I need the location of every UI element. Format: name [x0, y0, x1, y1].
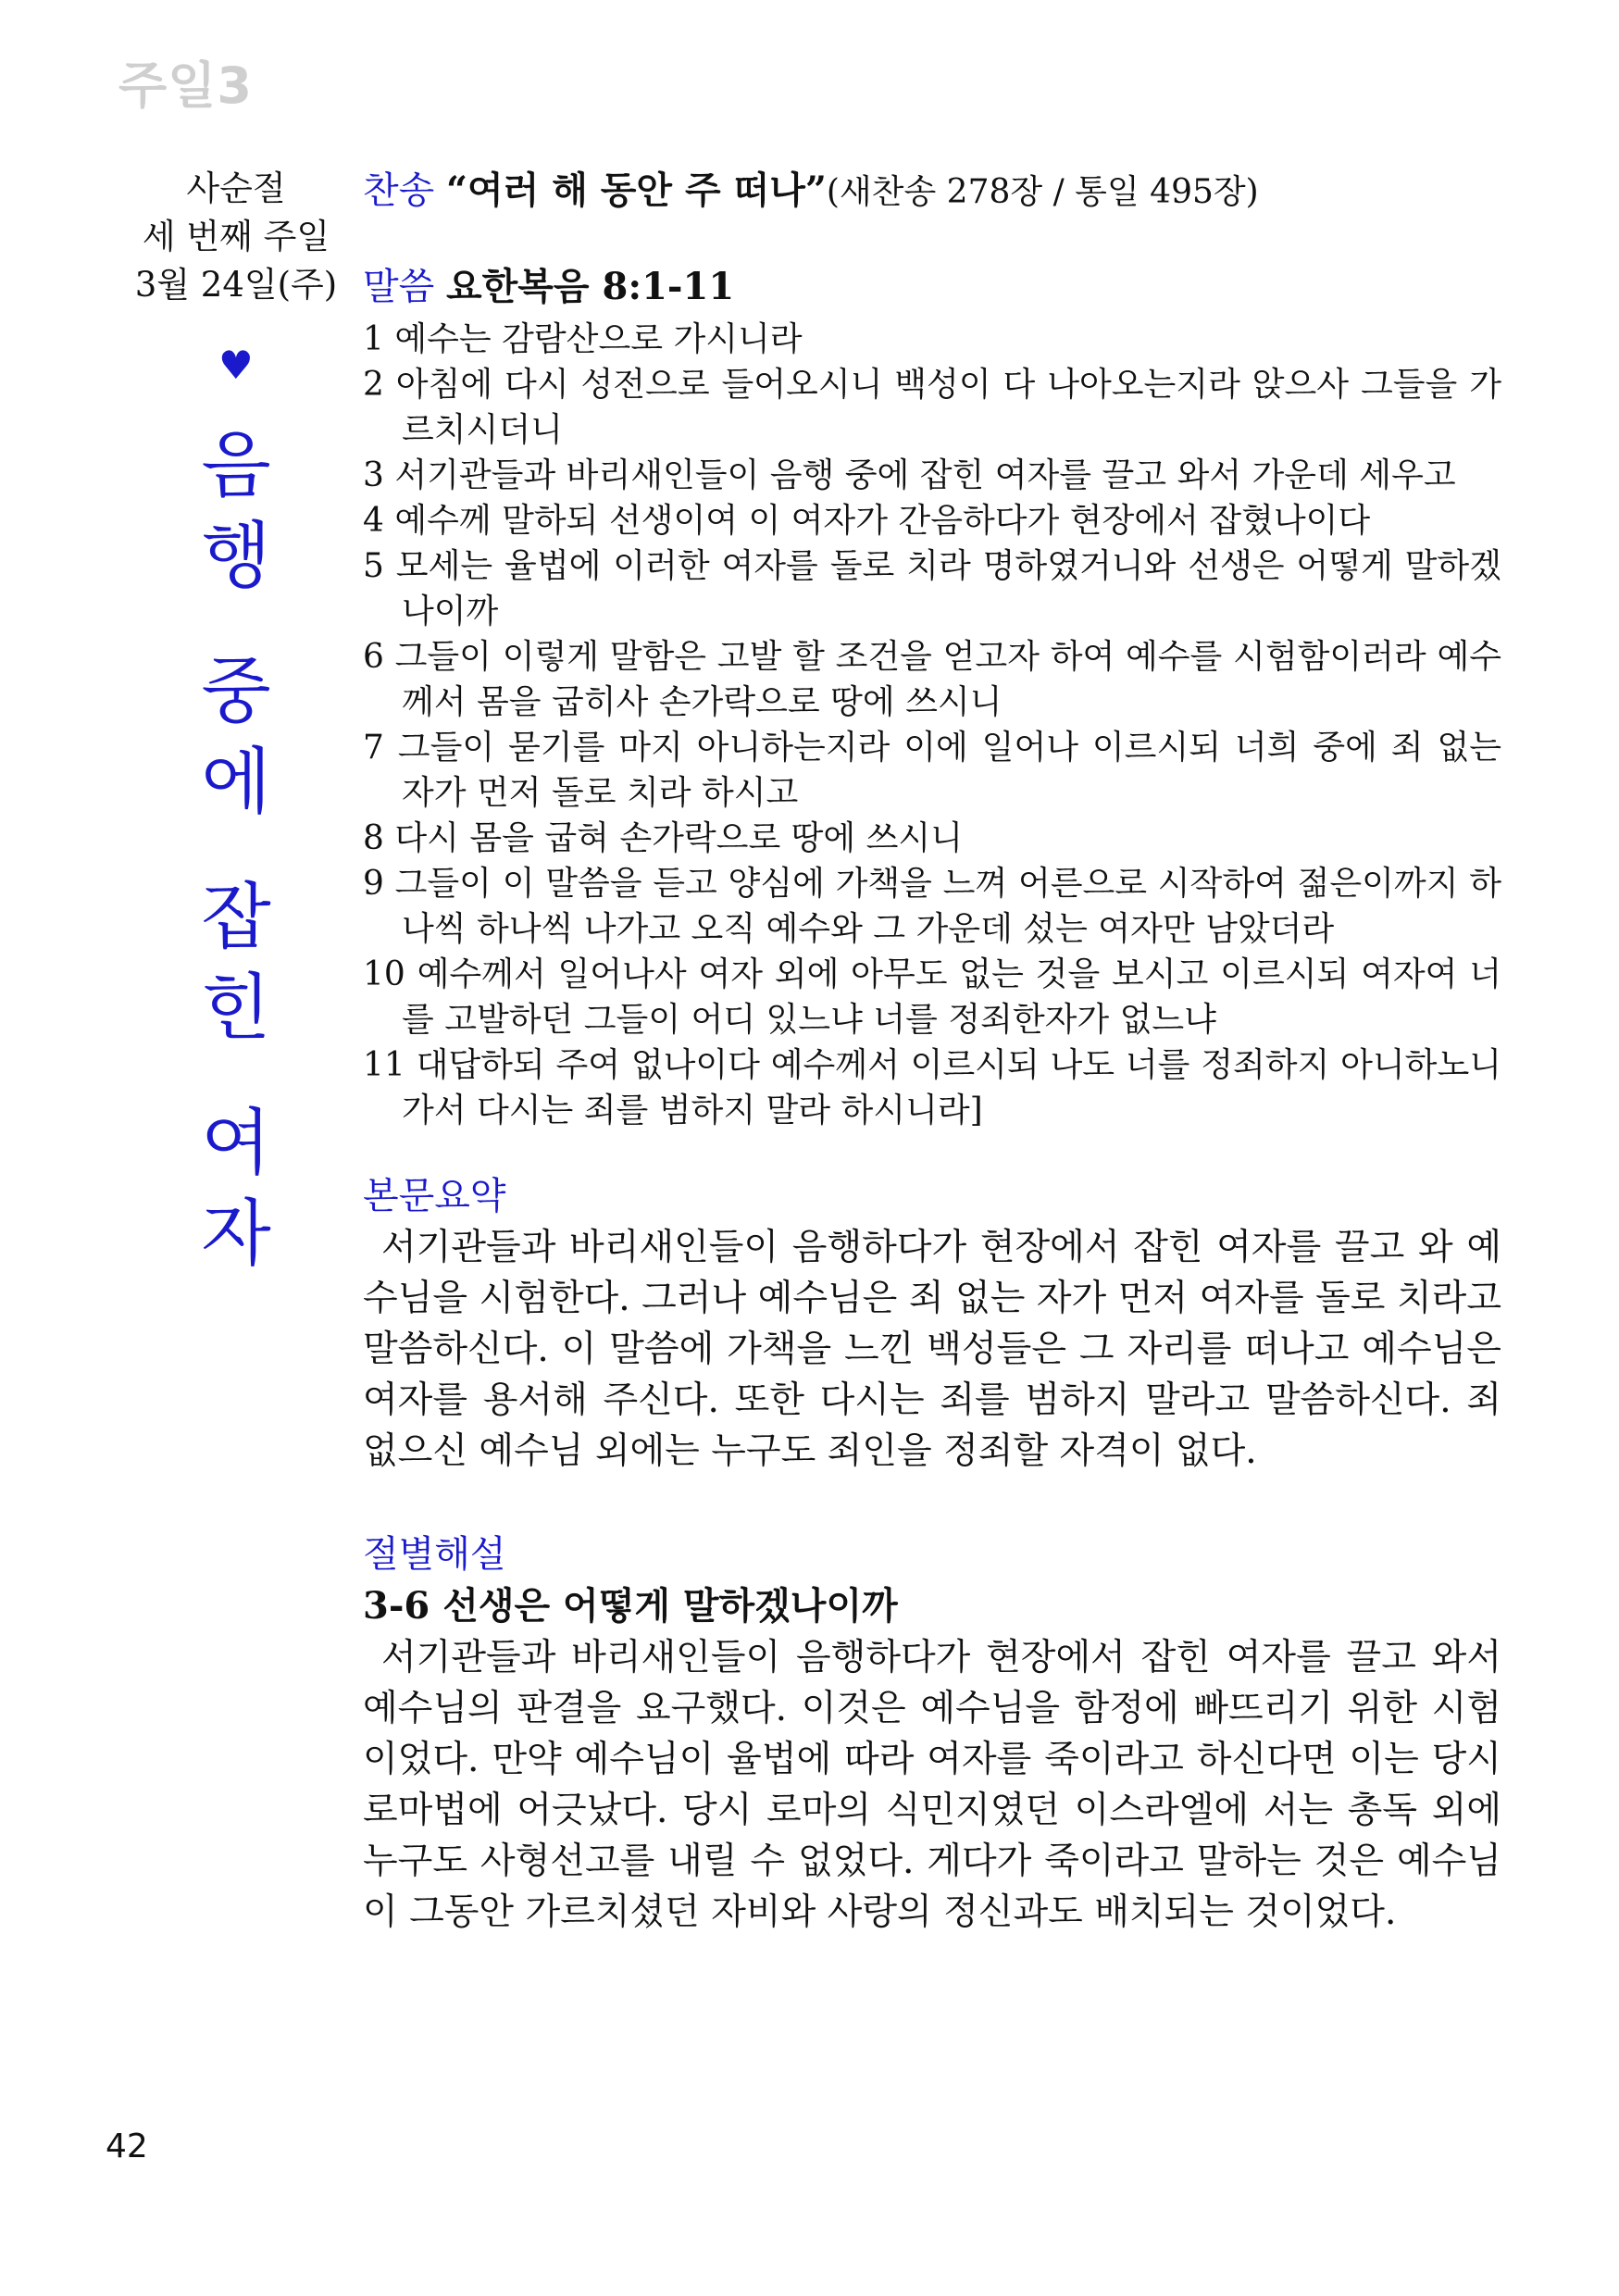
verse: 2 아침에 다시 성전으로 들어오시니 백성이 다 나아오는지라 앉으사 그들을 가르치시더니 [363, 366, 1501, 449]
date-label: 3월 24일(주) [134, 265, 338, 305]
commentary-subheading: 3-6 선생은 어떻게 말하겠나이까 [363, 1584, 898, 1628]
main-content [363, 165, 1501, 1938]
scripture-ref: 요한복음 8:1-11 [446, 265, 735, 308]
page-number: 42 [106, 2128, 148, 2165]
verse: 5 모세는 율법에 이러한 여자를 돌로 치라 명하였거니와 선생은 어떻게 말하겠나이까 [363, 547, 1501, 630]
verse: 9 그들이 이 말씀을 듣고 양심에 가책을 느껴 어른으로 시작하여 젊은이까지 하나씩 하나씩 나가고 오직 예수와 그 가운데 섰는 여자만 남았더라 [363, 865, 1501, 948]
sunday-label: 세 번째 주일 [142, 217, 330, 256]
section-tag: 주일3 [118, 56, 253, 115]
verse: 1 예수는 감람산으로 가시니라 [363, 320, 803, 358]
hymn-line [363, 165, 1501, 218]
title-char: 중 [201, 650, 271, 733]
title-char: 행 [201, 515, 271, 598]
scripture-heading [363, 261, 1501, 313]
hymn-title: “여러 해 동안 주 떠나” [446, 168, 827, 212]
scripture-label: 말씀 [363, 266, 435, 308]
summary-text: 서기관들과 바리새인들이 음행하다가 현장에서 잡힌 여자를 끌고 와 예수님을 시험한다. 그러나 예수님은 죄 없는 자가 먼저 여자를 돌로 치라고 말씀하신다. 이 말씀에 가책을 느낀 백성들은 그 자리를 떠나고 예수님은 여자를 용서해 주신다. 또한 다시는 죄를 범하지 말라고 말씀하신다. 죄 없으신 예수님 외에는 누구도 죄인을 정죄할 자격이 없다. [363, 1227, 1501, 1472]
heart-icon: ♥ [218, 343, 254, 388]
verse: 10 예수께서 일어나사 여자 외에 아무도 없는 것을 보시고 이르시되 여자여 너를 고발하던 그들이 어디 있느냐 너를 정죄한자가 없느냐 [363, 955, 1501, 1039]
title-char: 여 [201, 1102, 271, 1185]
commentary-heading: 절별해설 [363, 1533, 506, 1576]
sidebar [102, 165, 370, 1279]
verse: 7 그들이 묻기를 마지 아니하는지라 이에 일어나 이르시되 너희 중에 죄 없는 자가 먼저 돌로 치라 하시고 [363, 729, 1501, 812]
title-char: 에 [201, 741, 271, 824]
verse: 8 다시 몸을 굽혀 손가락으로 땅에 쓰시니 [363, 819, 963, 857]
season-label: 사순절 [186, 168, 286, 208]
title-char: 자 [201, 1192, 271, 1276]
vertical-title [102, 420, 370, 1279]
hymn-ref: (새찬송 278장 / 통일 495장) [826, 173, 1259, 211]
verse: 6 그들이 이렇게 말함은 고발 할 조건을 얻고자 하여 예수를 시험함이러라 예수께서 몸을 굽히사 손가락으로 땅에 쓰시니 [363, 638, 1501, 721]
verse: 3 서기관들과 바리새인들이 음행 중에 잡힌 여자를 끌고 와서 가운데 세우고 [363, 456, 1456, 494]
verse-list [363, 317, 1501, 1133]
verse: 11 대답하되 주여 없나이다 예수께서 이르시되 나도 너를 정죄하지 아니하노니 가서 다시는 죄를 범하지 말라 하시니라] [363, 1046, 1501, 1129]
title-char: 음 [201, 424, 271, 507]
commentary-text: 서기관들과 바리새인들이 음행하다가 현장에서 잡힌 여자를 끌고 와서 예수님의 판결을 요구했다. 이것은 예수님을 함정에 빠뜨리기 위한 시험이었다. 만약 예수님이 율법에 따라 여자를 죽이라고 하신다면 이는 당시 로마법에 어긋났다. 당시 로마의 식민지였던 이스라엘에 서는 총독 외에 누구도 사형선고를 내릴 수 없었다. 게다가 죽이라고 말하는 것은 예수님이 그동안 가르치셨던 자비와 사랑의 정신과도 배치되는 것이었다. [363, 1637, 1501, 1933]
summary-heading: 본문요약 [363, 1175, 506, 1217]
hymn-label: 찬송 [363, 169, 435, 212]
title-char: 힌 [201, 967, 271, 1050]
verse: 4 예수께 말하되 선생이여 이 여자가 간음하다가 현장에서 잡혔나이다 [363, 502, 1371, 540]
title-char: 잡 [201, 876, 271, 959]
